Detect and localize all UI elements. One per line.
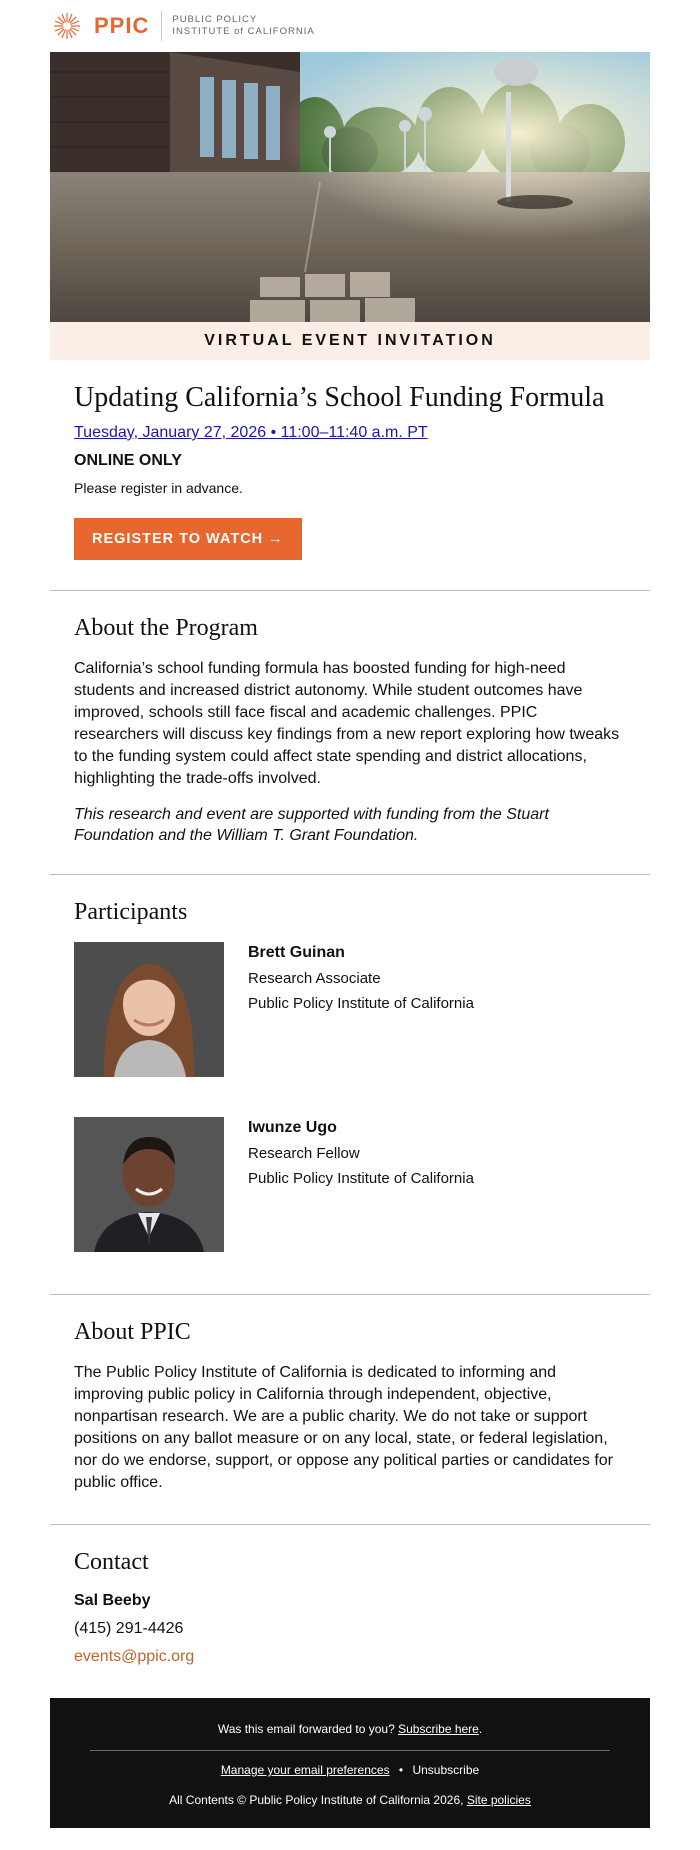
participant-info [248, 1117, 474, 1195]
schoolyard-photo [50, 52, 650, 322]
forwarded-text: Was this email forwarded to you? [217, 1722, 395, 1736]
contact-section [50, 1525, 650, 1698]
participant-title: Research Associate [248, 970, 381, 987]
sunburst-icon [52, 11, 82, 41]
participant-photo [74, 1117, 224, 1252]
site-policies-link[interactable]: Site policies [466, 1793, 531, 1807]
participant-card [74, 1117, 626, 1252]
banner-text: VIRTUAL EVENT INVITATION [204, 332, 496, 349]
contact-email-link[interactable]: events@ppic.org [74, 1648, 195, 1665]
register-note: Please register in advance. [74, 480, 243, 496]
period: . [478, 1722, 483, 1736]
footer-links [50, 1763, 650, 1781]
about-ppic-section [50, 1295, 650, 1524]
footer [50, 1698, 650, 1828]
participant-title: Research Fellow [248, 1145, 360, 1162]
participant-photo [74, 942, 224, 1077]
logo-text [172, 14, 314, 38]
register-button[interactable]: REGISTER TO WATCH → [74, 518, 302, 560]
wordmark: PPIC [94, 13, 150, 38]
event-date-link[interactable]: Tuesday, January 27, 2026 • 11:00–11:40 a.m. PT [74, 424, 428, 441]
manage-preferences-link[interactable]: Manage your email preferences [220, 1763, 390, 1777]
logo-line-2: INSTITUTE of CALIFORNIA [172, 26, 315, 37]
contact-heading: Contact [74, 1549, 149, 1575]
participant-info [248, 942, 474, 1020]
footer-copyright [50, 1793, 650, 1807]
participant-card [74, 942, 626, 1077]
about-program-heading: About the Program [74, 615, 258, 641]
email-container [50, 0, 650, 1828]
link-separator: • [398, 1763, 404, 1777]
participants-section [50, 875, 650, 1294]
about-program-body: California’s school funding formula has boosted funding for high-need students and increased district autonomy. While student outcomes have improved, schools still face fiscal and academic challenges. PPIC researchers will discuss key findings from a new report exploring how tweaks to the funding system could affect state spending and district allocations, highlighting the trade-offs involved. [74, 660, 620, 787]
participant-org: Public Policy Institute of California [248, 1170, 474, 1187]
about-ppic-heading: About PPIC [74, 1319, 191, 1345]
hero-image [50, 52, 650, 322]
footer-divider [90, 1750, 610, 1751]
event-format: ONLINE ONLY [74, 452, 182, 469]
logo-line-1: PUBLIC POLICY [172, 14, 258, 25]
logo-divider [161, 11, 162, 41]
event-title: Updating California’s School Funding Formula [74, 382, 605, 413]
event-banner [50, 322, 650, 360]
ppic-logo[interactable] [50, 11, 315, 41]
participant-name: Iwunze Ugo [248, 1119, 337, 1136]
participant-name: Brett Guinan [248, 944, 345, 961]
footer-forward-line [50, 1698, 650, 1740]
subscribe-link[interactable]: Subscribe here [398, 1722, 479, 1736]
about-ppic-body: The Public Policy Institute of California is dedicated to informing and improving public policy in California through independent, objective, nonpartisan research. We are a public charity. We do not take or support positions on any ballot measure or on any local, state, or federal legislation, nor do we endorse, support, or oppose any political parties or candidates for public office. [74, 1364, 613, 1491]
contact-phone[interactable]: (415) 291-4426 [74, 1620, 184, 1637]
funding-note: This research and event are supported with funding from the Stuart Foundation and the William T. Grant Foundation. [74, 806, 549, 844]
about-program-section [50, 591, 650, 874]
unsubscribe-link[interactable]: Unsubscribe [412, 1763, 480, 1777]
contact-name: Sal Beeby [74, 1592, 151, 1609]
participant-org: Public Policy Institute of California [248, 995, 474, 1012]
event-details [50, 382, 650, 590]
copyright-text: All Contents © Public Policy Institute of California 2026, [169, 1793, 464, 1807]
participants-heading: Participants [74, 899, 188, 925]
header [50, 0, 650, 52]
